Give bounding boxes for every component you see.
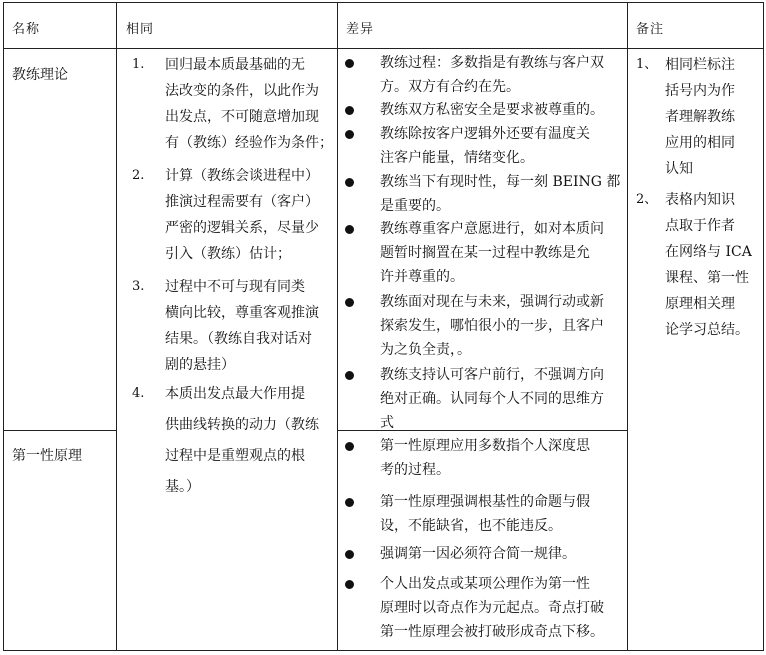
note-line: 相同栏标注 xyxy=(665,57,735,73)
note-line: 论学习总结。 xyxy=(665,322,749,338)
same-item-line: 过程中不可与现有同类 xyxy=(165,279,305,295)
diff-bullet xyxy=(345,225,354,234)
row-divider-name xyxy=(3,430,116,431)
diff-bullet xyxy=(345,106,354,115)
row-name-coach-theory: 教练理论 xyxy=(12,67,68,83)
same-item-line: 基。） xyxy=(165,479,200,495)
col-divider-3 xyxy=(627,2,628,651)
same-item-line: 横向比较，尊重客观推演 xyxy=(165,305,319,321)
diff-item-line: 探索发生，哪怕很小的一步，且客户 xyxy=(380,318,604,334)
diff-bullet xyxy=(345,130,354,139)
same-item-number: 2. xyxy=(132,168,145,183)
diff-item-line: 教练除按客户逻辑外还要有温度关 xyxy=(380,126,590,142)
note-line: 在网络与 ICA xyxy=(665,244,752,260)
diff-item-line: 题暂时搁置在某一过程中教练是允 xyxy=(380,245,590,261)
note-number: 1、 xyxy=(636,57,658,72)
note-line: 认知 xyxy=(665,161,693,177)
same-item-number: 3. xyxy=(132,279,145,294)
same-item-line: 过程中是重塑观点的根 xyxy=(165,448,305,464)
diff-item-line: 绝对正确。认同每个人不同的思维方 xyxy=(380,391,604,407)
same-item-line: 严密的逻辑关系，尽量少 xyxy=(165,220,319,236)
same-item-line: 出发点，不可随意增加现 xyxy=(165,109,319,125)
same-item-line: 引入（教练）估计； xyxy=(165,246,291,262)
diff-bullet xyxy=(345,550,354,559)
diff-item-line: 第一性原理强调根基性的命题与假 xyxy=(380,494,590,510)
same-item-number: 1. xyxy=(132,57,145,72)
same-item-line: 计算（教练会谈进程中） xyxy=(165,168,319,184)
diff-item-line: 教练尊重客户意愿进行，如对本质问 xyxy=(380,221,604,237)
note-line: 者理解教练 xyxy=(665,109,735,125)
note-line: 点取于作者 xyxy=(665,218,735,234)
same-item-number: 4. xyxy=(132,386,145,401)
header-note: 备注 xyxy=(636,22,665,37)
header-same: 相同 xyxy=(126,22,155,37)
diff-item-line: 原理时以奇点作为元起点。奇点打破 xyxy=(380,600,604,616)
diff-item-line: 方。双方有合约在先。 xyxy=(380,79,520,95)
diff-item-line: 教练支持认可客户前行，不强调方向 xyxy=(380,367,604,383)
note-line: 应用的相同 xyxy=(665,135,735,151)
header-diff: 差异 xyxy=(346,22,375,37)
diff-item-line: 注客户能量，情绪变化。 xyxy=(380,150,534,166)
note-line: 括号内为作 xyxy=(665,83,735,99)
same-item-line: 结果。（教练自我对话对 xyxy=(165,331,312,347)
diff-item-line: 许并尊重的。 xyxy=(380,269,464,285)
header-name: 名称 xyxy=(12,22,41,37)
diff-bullet xyxy=(345,498,354,507)
diff-item-line: 第一性原理应用多数指个人深度思 xyxy=(380,438,590,454)
diff-item-line: 第一性原理会被打破形成奇点下移。 xyxy=(380,624,604,640)
diff-item-line: 个人出发点或某项公理作为第一性 xyxy=(380,576,590,592)
same-item-line: 供曲线转换的动力（教练 xyxy=(165,417,319,433)
same-item-line: 法改变的条件，以此作为 xyxy=(165,83,319,99)
col-divider-2 xyxy=(337,2,338,651)
row-name-first-principle: 第一性原理 xyxy=(12,448,82,464)
same-item-line: 有（教练）经验作为条件； xyxy=(165,135,333,151)
diff-item-line: 设，不能缺省，也不能违反。 xyxy=(380,518,562,534)
col-divider-1 xyxy=(116,2,117,651)
note-line: 原理相关理 xyxy=(665,296,735,312)
same-item-line: 本质出发点最大作用提 xyxy=(165,386,305,402)
diff-item-line: 考的过程。 xyxy=(380,462,450,478)
diff-bullet xyxy=(345,580,354,589)
diff-item-line: 强调第一因必须符合简一规律。 xyxy=(380,546,576,562)
note-line: 课程、第一性 xyxy=(665,270,749,286)
table-border-top xyxy=(3,2,763,3)
header-divider xyxy=(3,48,763,49)
diff-item-line: 教练面对现在与未来，强调行动或新 xyxy=(380,294,604,310)
diff-item-line: 教练双方私密安全是要求被尊重的。 xyxy=(380,102,604,118)
diff-item-line: 教练过程：多数指是有教练与客户双 xyxy=(380,55,604,71)
note-number: 2、 xyxy=(636,192,658,207)
table-border-right xyxy=(763,2,764,651)
diff-bullet xyxy=(345,178,354,187)
same-item-line: 推演过程需要有（客户） xyxy=(165,194,319,210)
diff-bullet xyxy=(345,298,354,307)
note-line: 表格内知识 xyxy=(665,192,735,208)
diff-item-line: 式 xyxy=(380,415,394,431)
same-item-line: 剧的悬挂） xyxy=(165,357,235,373)
diff-item-line: 教练当下有现时性，每一刻 BEING 都 xyxy=(380,174,621,190)
same-item-line: 回归最本质最基础的无 xyxy=(165,57,305,73)
diff-bullet xyxy=(345,442,354,451)
table-border-left xyxy=(3,2,4,651)
diff-bullet xyxy=(345,371,354,380)
table-border-bottom xyxy=(3,650,763,651)
diff-bullet xyxy=(345,59,354,68)
diff-item-line: 是重要的。 xyxy=(380,198,450,214)
diff-item-line: 为之负全责，。 xyxy=(380,342,471,358)
